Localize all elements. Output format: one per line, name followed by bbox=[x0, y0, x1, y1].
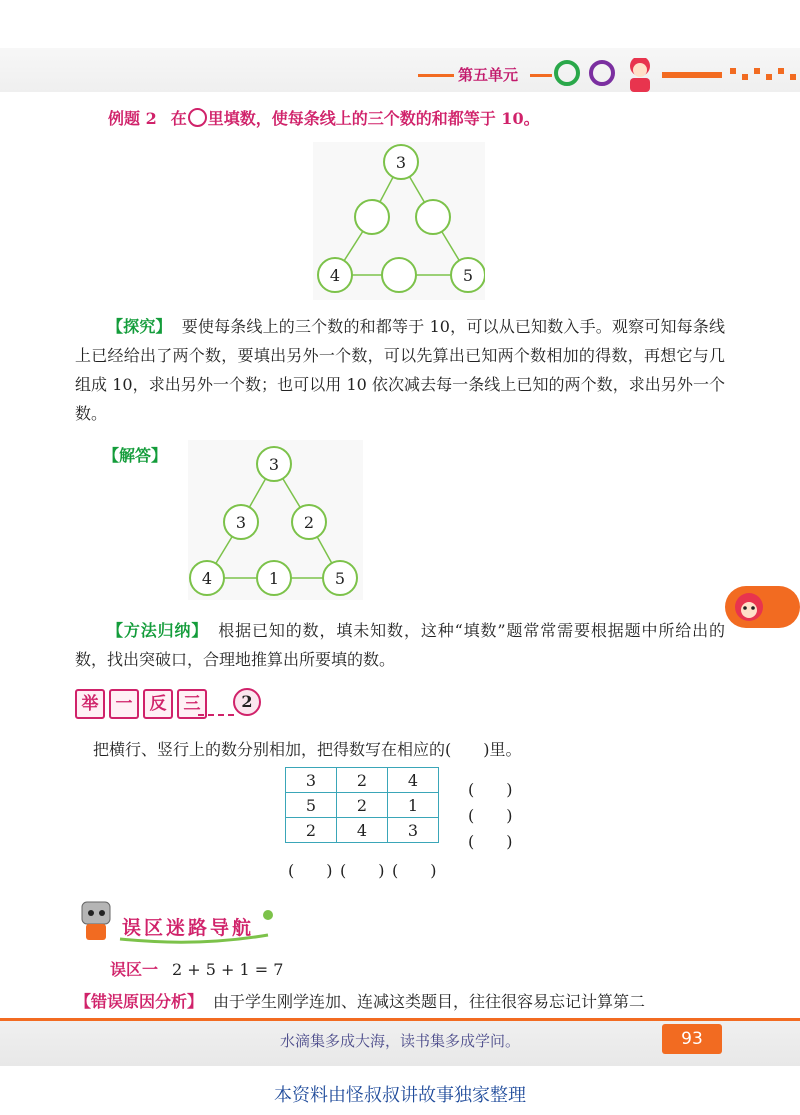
analysis-tag: 【错误原因分析】 bbox=[75, 992, 204, 1011]
answer-num-left-mid: 3 bbox=[235, 513, 247, 532]
method-text: 根据已知的数，填未知数，这种“填数”题常常需要根据题中所给出的数，找出突破口，合理地推算出所要填的数。 bbox=[75, 621, 725, 669]
answer-num-bottom-left: 4 bbox=[201, 569, 213, 588]
method-paragraph bbox=[75, 616, 725, 674]
mistake-equation: 2 + 5 + 1 = 7 bbox=[172, 960, 284, 979]
header-decoration bbox=[552, 58, 800, 98]
unit-title: 第五单元 bbox=[458, 66, 519, 84]
practice-instruction: 把横行、竖行上的数分别相加，把得数写在相应的( )里。 bbox=[93, 740, 522, 759]
answer-tag: 【解答】 bbox=[103, 446, 168, 465]
row-sum-blank-3: ( ) bbox=[468, 832, 513, 851]
node-left-blank bbox=[355, 200, 389, 234]
explore-text: 要使每条线上的三个数的和都等于 10，可以从已知数入手。观察可知每条线上已经给出了两个数，要填出另外一个数，可以先算出已知两个数相加的得数，再想它与几组成 10，求出另外一个数；也可以用 10 依次减去每一条线上已知的两个数，求出另外一个数。 bbox=[75, 317, 725, 423]
mistake-item bbox=[110, 957, 283, 980]
explore-paragraph bbox=[75, 312, 725, 428]
node-right-blank bbox=[416, 200, 450, 234]
col-sum-blank-2: ( ) bbox=[340, 861, 385, 880]
example-triangle-figure bbox=[313, 142, 485, 300]
robot-mascot-icon bbox=[72, 898, 122, 944]
node-bottom-blank bbox=[382, 258, 416, 292]
row-sum-blank-1: ( ) bbox=[468, 780, 513, 799]
header-rule-mid bbox=[530, 74, 552, 77]
practice-number: 2 bbox=[233, 688, 261, 716]
purple-ring-icon bbox=[591, 62, 613, 84]
circle-icon bbox=[188, 108, 207, 127]
fox-mascot-icon bbox=[735, 593, 763, 621]
analysis-text: 由于学生刚学连加、连减这类题目，往往很容易忘记计算第二 bbox=[213, 992, 646, 1011]
mistakes-title-underline bbox=[118, 905, 278, 945]
mistake-item-label: 误区一 bbox=[110, 960, 159, 979]
answer-num-top: 3 bbox=[268, 455, 280, 474]
col-sum-blank-1: ( ) bbox=[288, 861, 333, 880]
grid-row: 3 2 4 bbox=[286, 768, 439, 793]
practice-grid bbox=[285, 767, 439, 843]
answer-num-bottom-right: 5 bbox=[334, 569, 346, 588]
example-title bbox=[108, 106, 540, 129]
row-sum-blank-2: ( ) bbox=[468, 806, 513, 825]
example-text-before: 在 bbox=[170, 109, 187, 128]
footer-rule bbox=[0, 1018, 800, 1021]
green-ring-icon bbox=[556, 62, 578, 84]
practice-char-3: 反 bbox=[143, 689, 173, 719]
example-text-after: 里填数，使每条线上的三个数的和都等于 10。 bbox=[207, 109, 540, 128]
method-tag: 【方法归纳】 bbox=[107, 621, 209, 640]
mistake-analysis bbox=[75, 989, 735, 1012]
practice-char-2: 一 bbox=[109, 689, 139, 719]
example-num-top: 3 bbox=[395, 153, 407, 172]
checker-pattern-icon bbox=[730, 68, 796, 80]
footer-motto: 水滴集多成大海，读书集多成学问。 bbox=[279, 1032, 520, 1050]
practice-dash-rule bbox=[198, 714, 234, 716]
mistakes-title: 误区迷路导航 bbox=[122, 917, 255, 939]
answer-num-bottom-mid: 1 bbox=[268, 569, 280, 588]
answer-triangle-figure bbox=[188, 440, 363, 600]
header-rule-left bbox=[418, 74, 454, 77]
header-rule-right bbox=[662, 72, 722, 78]
bottom-note: 本资料由怪叔叔讲故事独家整理 bbox=[274, 1085, 526, 1106]
grid-row: 2 4 3 bbox=[286, 818, 439, 843]
practice-char-1: 举 bbox=[75, 689, 105, 719]
col-sum-blank-3: ( ) bbox=[392, 861, 437, 880]
answer-num-right-mid: 2 bbox=[303, 513, 315, 532]
grid-row: 5 2 1 bbox=[286, 793, 439, 818]
example-num-bottom-right: 5 bbox=[462, 266, 474, 285]
cartoon-girl-icon bbox=[630, 58, 650, 92]
page-number: 93 bbox=[662, 1024, 722, 1054]
example-label: 例题 2 bbox=[108, 109, 157, 128]
explore-tag: 【探究】 bbox=[107, 317, 172, 336]
side-mascot-tab bbox=[725, 586, 800, 628]
practice-char-4: 三 bbox=[177, 689, 207, 719]
example-num-bottom-left: 4 bbox=[329, 266, 341, 285]
